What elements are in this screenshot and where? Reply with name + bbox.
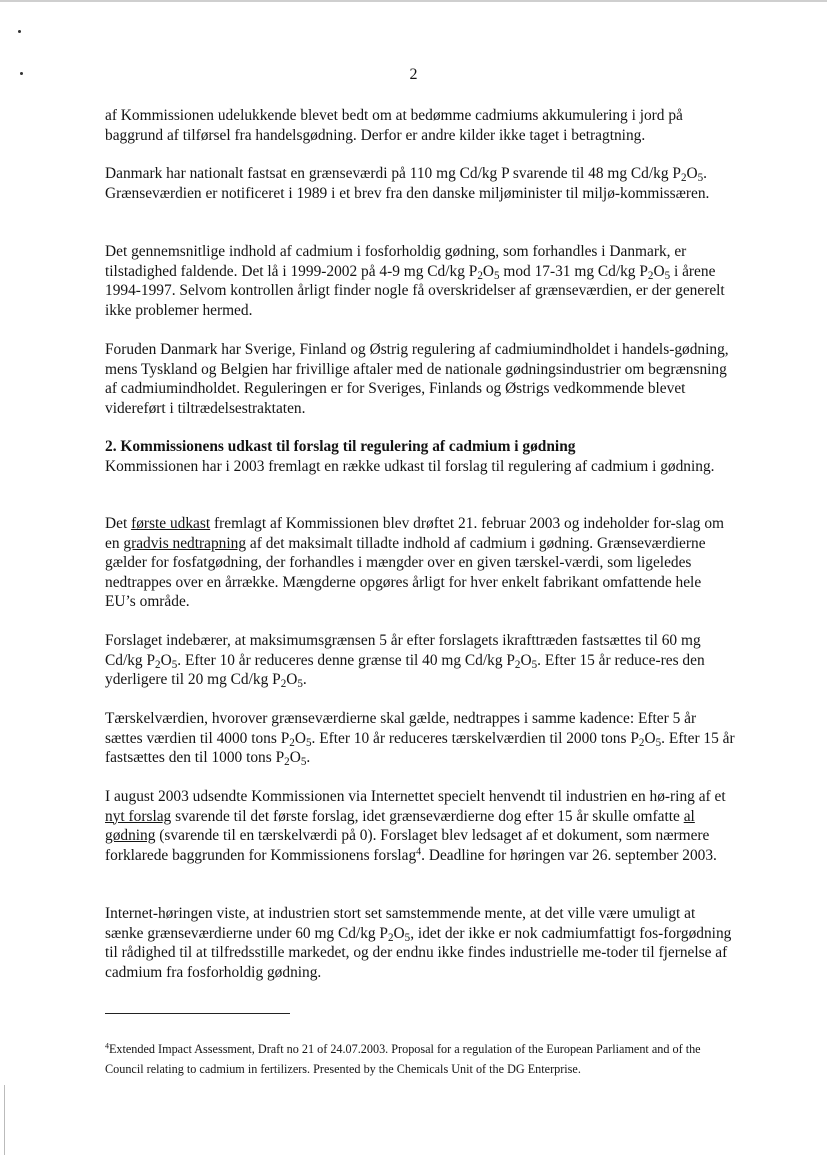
paragraph-average-content: Det gennemsnitlige indhold af cadmium i fosforholdig gødning, som forhandles i Danmark, er tilstadighed faldende. Det lå i 1999-2002 på 4-9 mg Cd/kg $P_2O_5$ mod 17-31 mg Cd/kg $P_2O_5$ i årene 1994-1997. Selvom kontrollen årligt finder nogle få overskridelser af grænseværdien, er der generelt ikke problemer hermed.	[105, 243, 725, 319]
footnote: $^4$Extended Impact Assessment, Draft no 21 of 24.07.2003. Proposal for a regulation of the European Parliament and of the Council relating to cadmium in fertilizers. Presented by the Chemicals Unit of the DG Enterprise.	[105, 1041, 701, 1076]
footnote-reference: 4	[416, 846, 422, 857]
paragraph-danish-limit: Danmark har nationalt fastsat en grænseværdi på 110 mg Cd/kg P svarende til 48 mg Cd/kg $P_2O_5$. Grænseværdien er notificeret i 1989 i et brev fra den danske miljøminister til miljø-kommissæren.	[105, 165, 710, 202]
scan-speck	[18, 30, 21, 33]
paragraph-threshold: Tærskelværdien, hvorover grænseværdierne skal gælde, nedtrappes i samme kadence: Efter 5 år sættes værdien til 4000 tons $P_2O_5$. Efter 10 år reduceres tærskelværdien til 2000 tons $P_2O_5$. Efter 15 år fastsættes den til 1000 tons $P_2O_5$.	[105, 710, 735, 768]
paragraph-hearing-result: Internet-høringen viste, at industrien stort set samstemmende mente, at det ville være umuligt at sænke grænseværdierne under 60 mg Cd/kg $P_2O_5$, idet der ikke er nok cadmiumfattigt fos-forgødning til rådighed til at tilfredsstille markedet, og der endnu ikke findes industrielle me-toder til fjernelse af cadmium fra fosforholdig gødning.	[105, 905, 732, 981]
paragraph-internet-hearing: I august 2003 udsendte Kommissionen via Internettet specielt henvendt til industrien en hø-ring af et nyt forslag svarende til det første forslag, idet grænseværdierne dog efter 15 år skulle omfatte al gødning (svarende til en tærskelværdi på 0). Forslaget blev ledsaget af et dokument, som nærmere forklarede baggrunden for Kommissionens forslag$^4$. Deadline for høringen var 26. september 2003.	[105, 788, 726, 864]
section-heading: 2. Kommissionens udkast til forslag til regulering af cadmium i gødning	[105, 438, 576, 455]
paragraph-max-limit: Forslaget indebærer, at maksimumsgrænsen 5 år efter forslagets ikrafttræden fastsættes til 60 mg Cd/kg $P_2O_5$. Efter 10 år reduceres denne grænse til 40 mg Cd/kg $P_2O_5$. Efter 15 år reduce-res den yderligere til 20 mg Cd/kg $P_2O_5$.	[105, 632, 705, 690]
page-number: 2	[409, 66, 418, 83]
scan-edge-mark	[4, 1085, 5, 1155]
paragraph-other-countries: Foruden Danmark har Sverige, Finland og Østrig regulering af cadmiumindholdet i handels-gødning, mens Tyskland og Belgien har frivillige aftaler med de nationale gødningsindustrier om begrænsning af cadmiumindholdet. Reguleringen er for Sveriges, Finlands og Østrigs vedkommende blevet videreført i tiltrædelsestraktaten.	[105, 341, 729, 417]
section-2: 2. Kommissionens udkast til forslag til regulering af cadmium i gødning Kommissionen har i 2003 fremlagt en række udkast til forslag til regulering af cadmium i gødning.	[105, 437, 735, 476]
footnote-marker: 4	[105, 1041, 109, 1051]
paragraph-intro: af Kommissionen udelukkende blevet bedt om at bedømme cadmiums akkumulering i jord på baggrund af tilførsel fra handelsgødning. Derfor er andre kilder ikke taget i betragtning.	[105, 107, 683, 144]
footnote-separator	[105, 1013, 290, 1014]
paragraph-first-draft: Det første udkast fremlagt af Kommissionen blev drøftet 21. februar 2003 og indeholder for-slag om en gradvis nedtrapning af det maksimalt tilladte indhold af cadmium i gødning. Grænseværdierne gælder for fosfatgødning, der forhandles i mængder over en given tærskel-værdi, som ligeledes nedtrappes over en årrække. Mængderne opgøres årligt for hver enkelt fabrikant omfattende hele EU’s område.	[105, 515, 725, 610]
scan-top-edge	[0, 0, 827, 2]
